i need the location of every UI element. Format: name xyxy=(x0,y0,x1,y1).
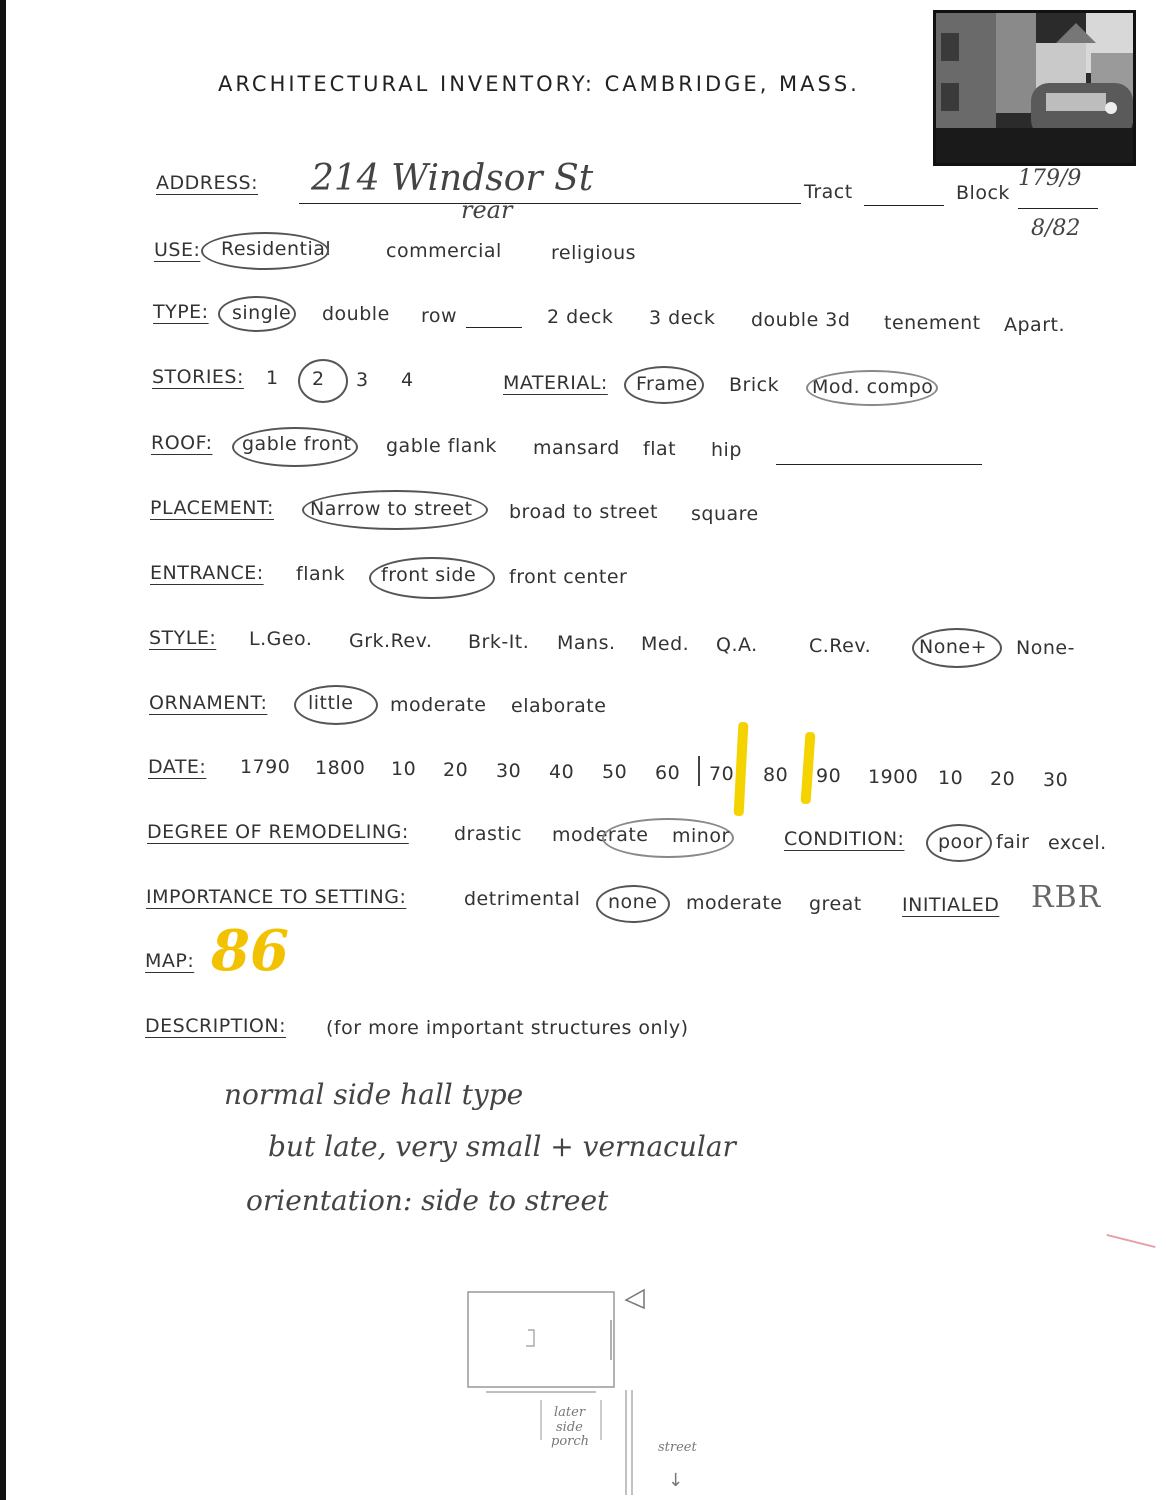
type-label: TYPE: xyxy=(153,301,209,323)
date-highlight-70 xyxy=(734,722,749,816)
entrance-option-frontcenter: front center xyxy=(509,566,628,588)
entrance-option-flank: flank xyxy=(296,563,346,585)
photo-image xyxy=(936,13,1133,163)
type-option-row: row xyxy=(421,305,458,327)
stories-option-4: 4 xyxy=(401,369,414,391)
date-20: 20 xyxy=(443,759,469,781)
date-60: 60 xyxy=(655,762,681,784)
tract-label: Tract xyxy=(804,181,853,203)
type-option-double3d: double 3d xyxy=(751,309,851,331)
date-1930: 30 xyxy=(1043,769,1069,791)
use-option-residential: Residential xyxy=(221,238,332,260)
site-sketch xyxy=(456,1280,706,1495)
date-90: 90 xyxy=(816,765,842,787)
map-label: MAP: xyxy=(145,950,195,972)
material-label: MATERIAL: xyxy=(503,372,608,394)
type-option-single: single xyxy=(232,302,292,324)
roof-option-hip: hip xyxy=(711,439,742,461)
style-option-lgeo: L.Geo. xyxy=(249,628,313,650)
roof-option-gableflank: gable flank xyxy=(386,435,497,457)
description-note: (for more important structures only) xyxy=(326,1017,689,1039)
placement-option-square: square xyxy=(691,503,759,525)
type-option-tenement: tenement xyxy=(884,312,981,334)
material-option-modcompo: Mod. compo xyxy=(812,376,934,398)
date-40: 40 xyxy=(549,761,575,783)
entrance-label: ENTRANCE: xyxy=(150,562,264,584)
roof-other-line xyxy=(776,464,982,465)
importance-option-detrimental: detrimental xyxy=(464,888,581,910)
condition-label: CONDITION: xyxy=(784,828,905,850)
block-value: 179/9 xyxy=(1018,166,1082,191)
initialed-value: RBR xyxy=(1031,880,1102,915)
date-label: DATE: xyxy=(148,756,207,778)
condition-option-poor: poor xyxy=(938,831,984,853)
importance-option-none: none xyxy=(608,891,658,913)
use-label: USE: xyxy=(154,239,201,261)
style-label: STYLE: xyxy=(149,627,217,649)
date-highlight-90 xyxy=(801,732,816,805)
stories-option-2: 2 xyxy=(312,368,325,390)
style-option-crev: C.Rev. xyxy=(809,635,872,657)
stray-ink-mark xyxy=(1107,1234,1156,1248)
block-label: Block xyxy=(956,182,1010,204)
importance-option-moderate: moderate xyxy=(686,892,783,914)
building-photo xyxy=(933,10,1136,166)
date-50: 50 xyxy=(602,761,628,783)
placement-option-narrow: Narrow to street xyxy=(310,498,473,520)
date-range-tick-left xyxy=(698,756,700,786)
ornament-label: ORNAMENT: xyxy=(149,692,268,714)
type-option-apart: Apart. xyxy=(1004,314,1066,336)
remodeling-option-drastic: drastic xyxy=(454,823,523,845)
date-1910: 10 xyxy=(938,767,964,789)
importance-label: IMPORTANCE TO SETTING: xyxy=(146,886,407,908)
block-line xyxy=(1018,208,1098,209)
date-note: 8/82 xyxy=(1031,216,1081,241)
importance-option-great: great xyxy=(809,893,862,915)
use-option-commercial: commercial xyxy=(386,240,502,262)
date-1790: 1790 xyxy=(240,756,291,778)
stories-option-3: 3 xyxy=(356,369,369,391)
condition-option-excel: excel. xyxy=(1048,832,1107,854)
roof-option-flat: flat xyxy=(643,438,677,460)
description-line-3: orientation: side to street xyxy=(246,1184,609,1217)
address-label: ADDRESS: xyxy=(156,172,258,194)
style-option-noneplus: None+ xyxy=(919,636,987,658)
type-option-2deck: 2 deck xyxy=(547,306,614,328)
entrance-option-frontside: front side xyxy=(381,564,477,586)
type-row-line xyxy=(466,327,522,328)
style-option-mans: Mans. xyxy=(557,632,616,654)
date-80: 80 xyxy=(763,764,789,786)
description-line-2: but late, very small + vernacular xyxy=(268,1130,736,1163)
style-option-brkit: Brk-It. xyxy=(468,631,530,653)
date-1800: 1800 xyxy=(315,757,366,779)
stories-label: STORIES: xyxy=(152,366,244,388)
style-option-grkrev: Grk.Rev. xyxy=(349,630,433,652)
initialed-label: INITIALED xyxy=(902,894,1000,916)
material-option-brick: Brick xyxy=(729,374,780,396)
placement-label: PLACEMENT: xyxy=(150,497,274,519)
address-value: 214 Windsor St xyxy=(311,158,594,199)
use-option-religious: religious xyxy=(551,242,637,264)
tract-line xyxy=(864,205,944,206)
roof-option-gablefront: gable front xyxy=(242,433,352,455)
remodeling-label: DEGREE OF REMODELING: xyxy=(147,821,409,843)
material-option-frame: Frame xyxy=(636,373,698,395)
condition-option-fair: fair xyxy=(996,831,1030,853)
map-value: 86 xyxy=(211,918,289,984)
roof-label: ROOF: xyxy=(151,432,213,454)
roof-option-mansard: mansard xyxy=(533,437,620,459)
sketch-label-street: street xyxy=(658,1440,697,1455)
style-option-med: Med. xyxy=(641,633,690,655)
stories-option-1: 1 xyxy=(266,367,279,389)
description-line-1: normal side hall type xyxy=(224,1078,524,1111)
placement-option-broad: broad to street xyxy=(509,501,659,523)
date-1900: 1900 xyxy=(868,766,919,788)
date-30: 30 xyxy=(496,760,522,782)
type-option-double: double xyxy=(322,303,390,325)
ornament-option-little: little xyxy=(308,692,354,714)
sketch-label-later: later xyxy=(554,1405,586,1420)
style-option-noneminus: None- xyxy=(1016,637,1075,659)
address-line xyxy=(299,203,801,204)
street-arrow-icon: ↓ xyxy=(668,1470,684,1491)
date-70: 70 xyxy=(709,763,735,785)
sketch-label-porch: porch xyxy=(551,1434,590,1449)
date-10: 10 xyxy=(391,758,417,780)
remodeling-option-minor: minor xyxy=(672,825,730,847)
address-note: rear xyxy=(461,196,513,224)
description-label: DESCRIPTION: xyxy=(145,1015,287,1037)
ornament-option-elaborate: elaborate xyxy=(511,695,607,717)
date-1920: 20 xyxy=(990,768,1016,790)
type-option-3deck: 3 deck xyxy=(649,307,716,329)
form-title: ARCHITECTURAL INVENTORY: CAMBRIDGE, MASS. xyxy=(218,72,860,96)
ornament-option-moderate: moderate xyxy=(390,694,487,716)
sketch-label-side: side xyxy=(556,1420,583,1435)
remodeling-option-moderate: moderate xyxy=(552,824,649,846)
style-option-qa: Q.A. xyxy=(716,634,758,656)
